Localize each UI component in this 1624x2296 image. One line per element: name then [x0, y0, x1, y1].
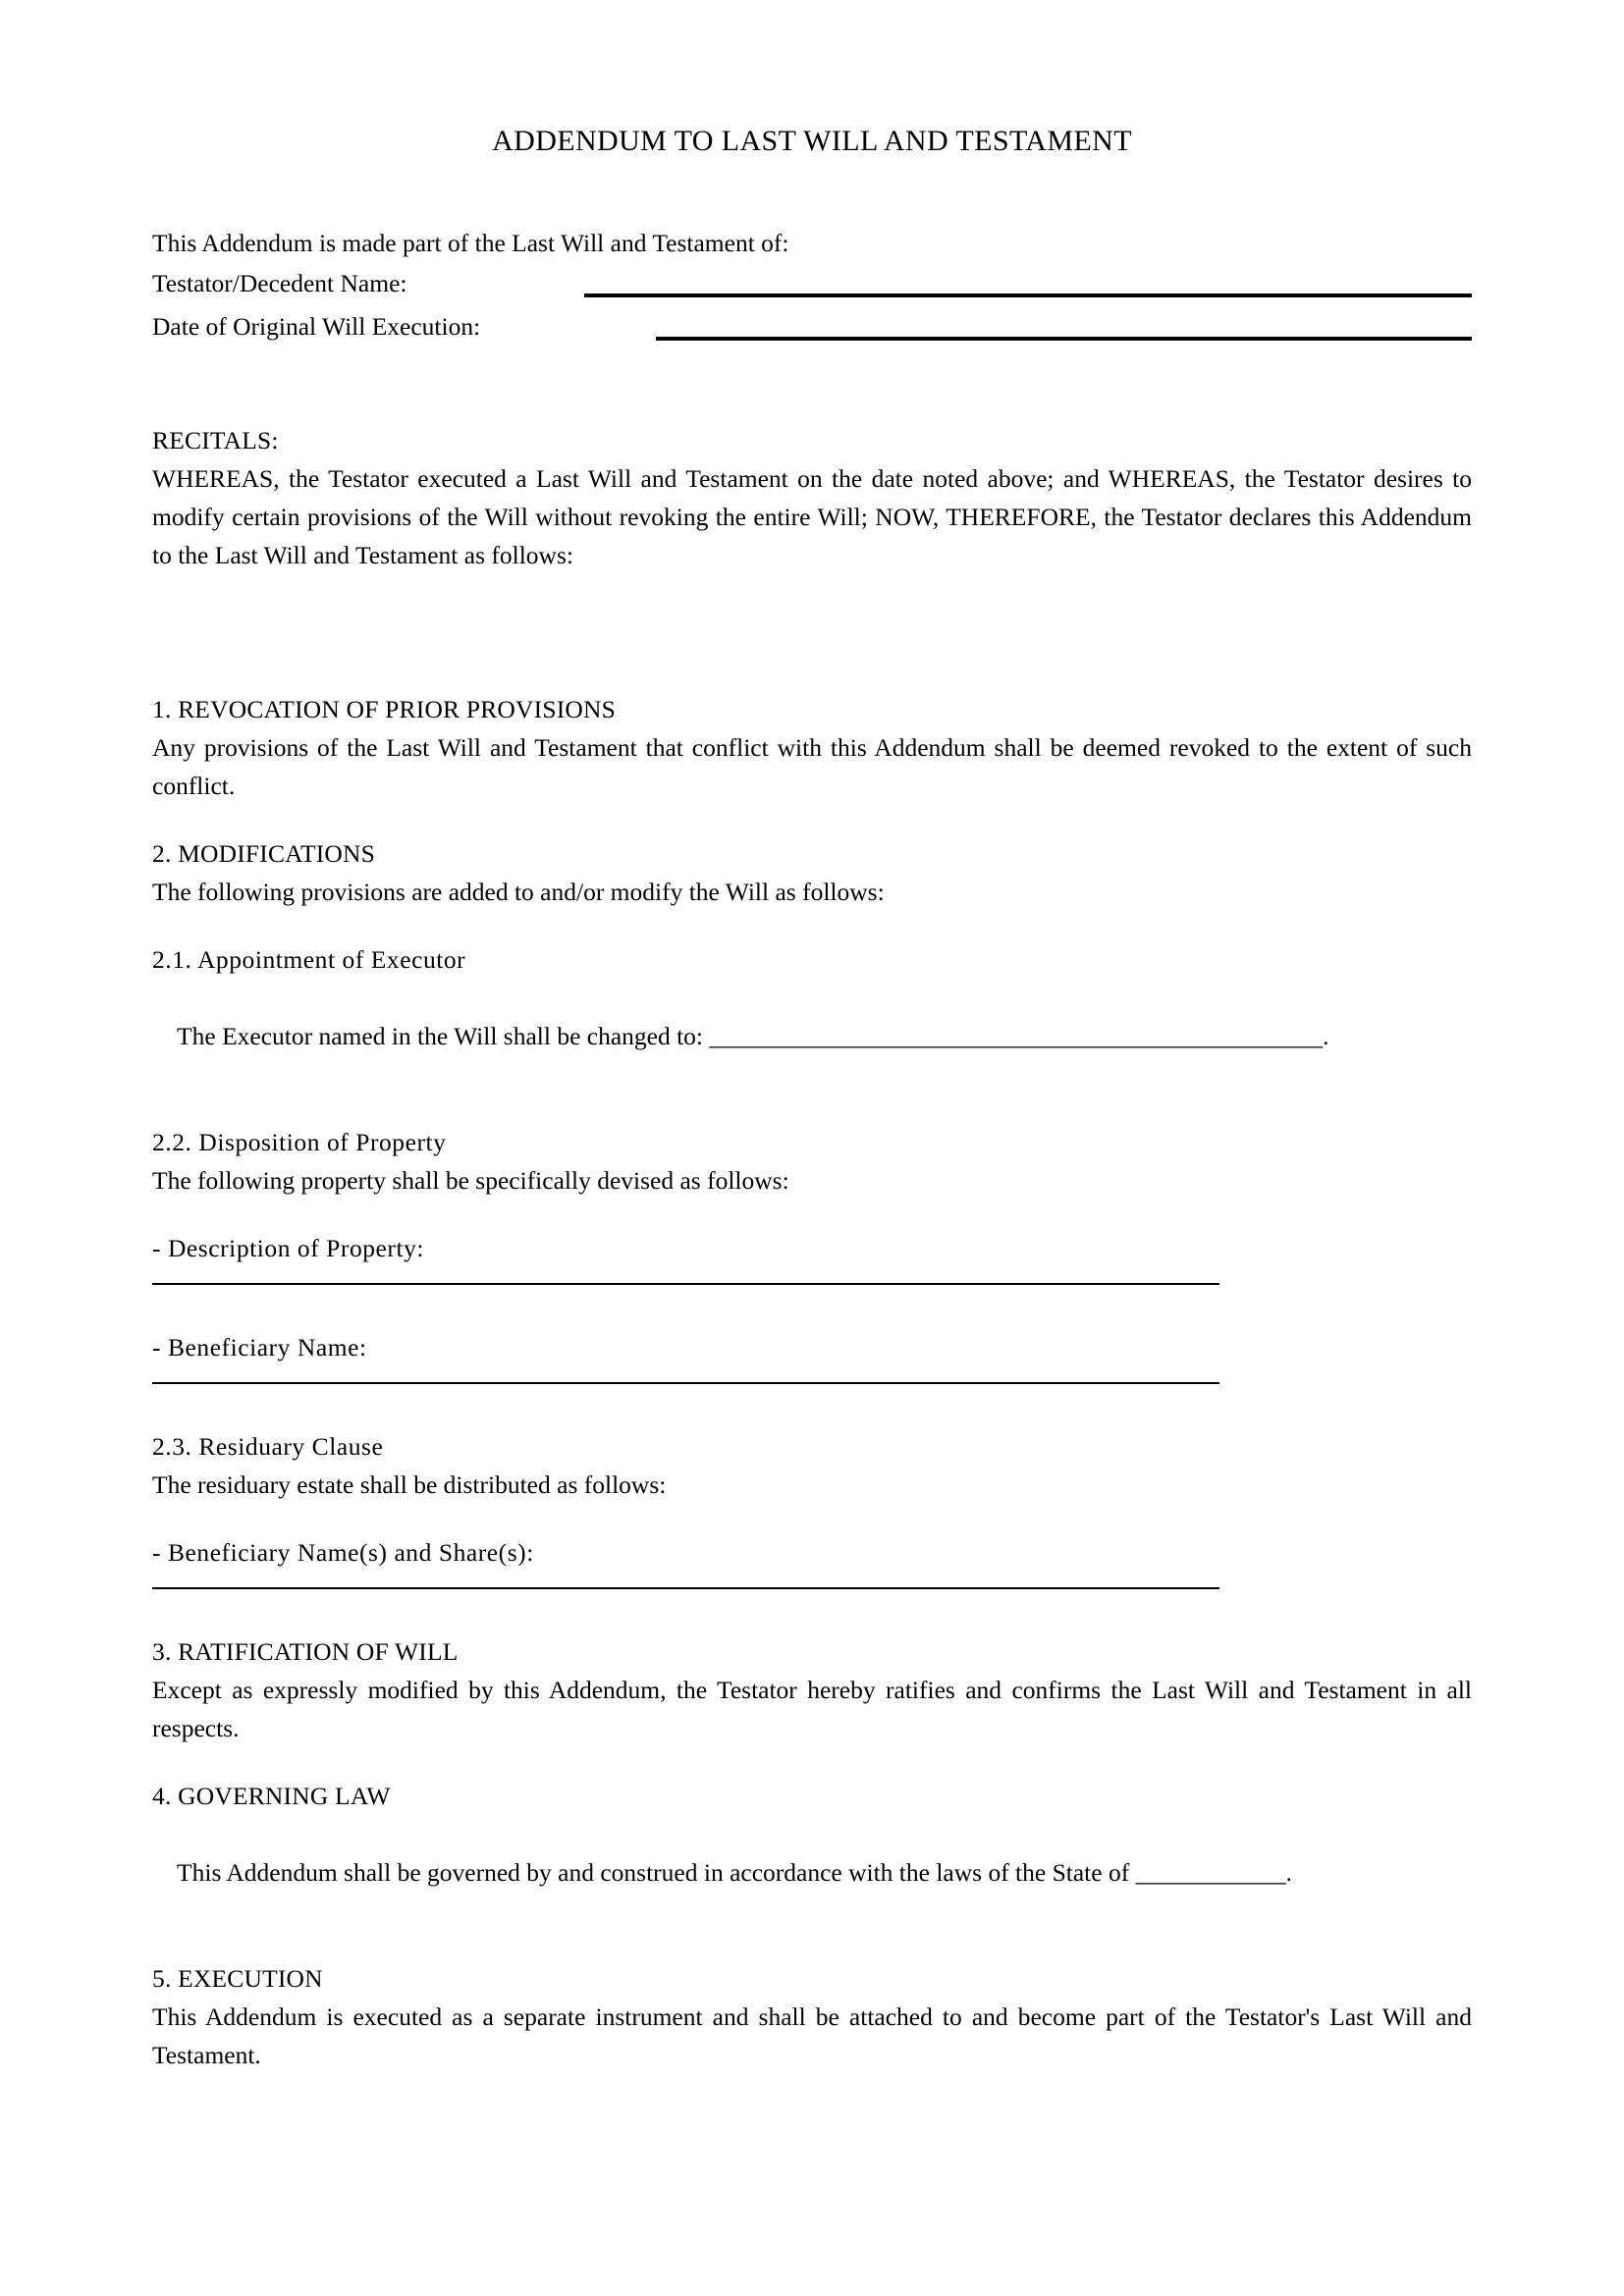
section-4-body: [152, 1815, 1472, 1930]
intro-lead-line: This Addendum is made part of the Last Will and Testament of:: [152, 229, 789, 257]
executor-body-suffix: .: [1323, 1022, 1329, 1050]
executor-body-prefix: The Executor named in the Will shall be changed to:: [177, 1022, 710, 1050]
section-3-heading: 3. RATIFICATION OF WILL: [152, 1637, 459, 1666]
testator-name-field-row: [152, 262, 1472, 305]
subsection-2-3-body: The residuary estate shall be distributed as follows:: [152, 1470, 667, 1499]
intro-block: [152, 224, 1472, 348]
spacer: [152, 1285, 1472, 1328]
recitals-heading: RECITALS:: [152, 426, 279, 454]
spacer: [152, 647, 1472, 690]
spacer: [152, 911, 1472, 940]
subsection-2-1-heading: 2.1. Appointment of Executor: [152, 945, 466, 974]
testator-name-label: Testator/Decedent Name:: [152, 269, 407, 297]
will-execution-date-field-row: [152, 305, 1472, 348]
recitals-body: WHEREAS, the Testator executed a Last Will and Testament on the date noted above; and WHEREAS, the Testator desires to modify certain provisions of the Will without revoking the entire Will; NOW, THEREFORE, the Testator declares this Addendum to the Last Will and Testament as follows:: [152, 464, 1472, 569]
spacer: [152, 805, 1472, 834]
subsection-2-1-body: [152, 979, 1472, 1094]
testator-name-input[interactable]: [584, 294, 1472, 297]
section-2-body: The following provisions are added to and/or modify the Will as follows:: [152, 878, 885, 906]
spacer: [152, 1504, 1472, 1533]
spacer: [152, 1930, 1472, 1959]
section-3-body: Except as expressly modified by this Addendum, the Testator hereby ratifies and confirms the Last Will and Testament in all respects.: [152, 1676, 1472, 1742]
subsection-2-2-heading: 2.2. Disposition of Property: [152, 1128, 447, 1156]
spacer: [152, 574, 1472, 647]
spacer: [152, 1200, 1472, 1229]
section-4-heading: 4. GOVERNING LAW: [152, 1782, 391, 1810]
governing-law-state-blank[interactable]: ____________: [1135, 1858, 1286, 1887]
residuary-beneficiary-label: - Beneficiary Name(s) and Share(s):: [152, 1538, 534, 1567]
spacer: [152, 1384, 1472, 1427]
section-5-heading: 5. EXECUTION: [152, 1964, 323, 1993]
spacer: [152, 1094, 1472, 1123]
governing-law-suffix: .: [1285, 1858, 1292, 1887]
section-1-heading: 1. REVOCATION OF PRIOR PROVISIONS: [152, 695, 617, 723]
will-execution-date-label: Date of Original Will Execution:: [152, 312, 481, 341]
executor-name-blank[interactable]: _________________________________________________: [709, 1022, 1324, 1050]
section-5-body: This Addendum is executed as a separate instrument and shall be attached to and become part of the Testator's Last Will and Testament.: [152, 2002, 1472, 2069]
property-beneficiary-label: - Beneficiary Name:: [152, 1333, 367, 1362]
section-1-body: Any provisions of the Last Will and Testament that conflict with this Addendum shall be deemed revoked to the extent of such conflict.: [152, 733, 1472, 800]
spacer: [152, 348, 1472, 421]
spacer: [152, 1747, 1472, 1777]
section-2-heading: 2. MODIFICATIONS: [152, 839, 376, 868]
will-execution-date-input[interactable]: [656, 337, 1472, 341]
property-description-label: - Description of Property:: [152, 1234, 425, 1262]
page-title: ADDENDUM TO LAST WILL AND TESTAMENT: [492, 125, 1132, 157]
subsection-2-3-heading: 2.3. Residuary Clause: [152, 1432, 384, 1461]
spacer: [152, 1589, 1472, 1632]
governing-law-prefix: This Addendum shall be governed by and construed in accordance with the laws of the State of: [177, 1858, 1136, 1887]
subsection-2-2-body: The following property shall be specifically devised as follows:: [152, 1166, 789, 1195]
